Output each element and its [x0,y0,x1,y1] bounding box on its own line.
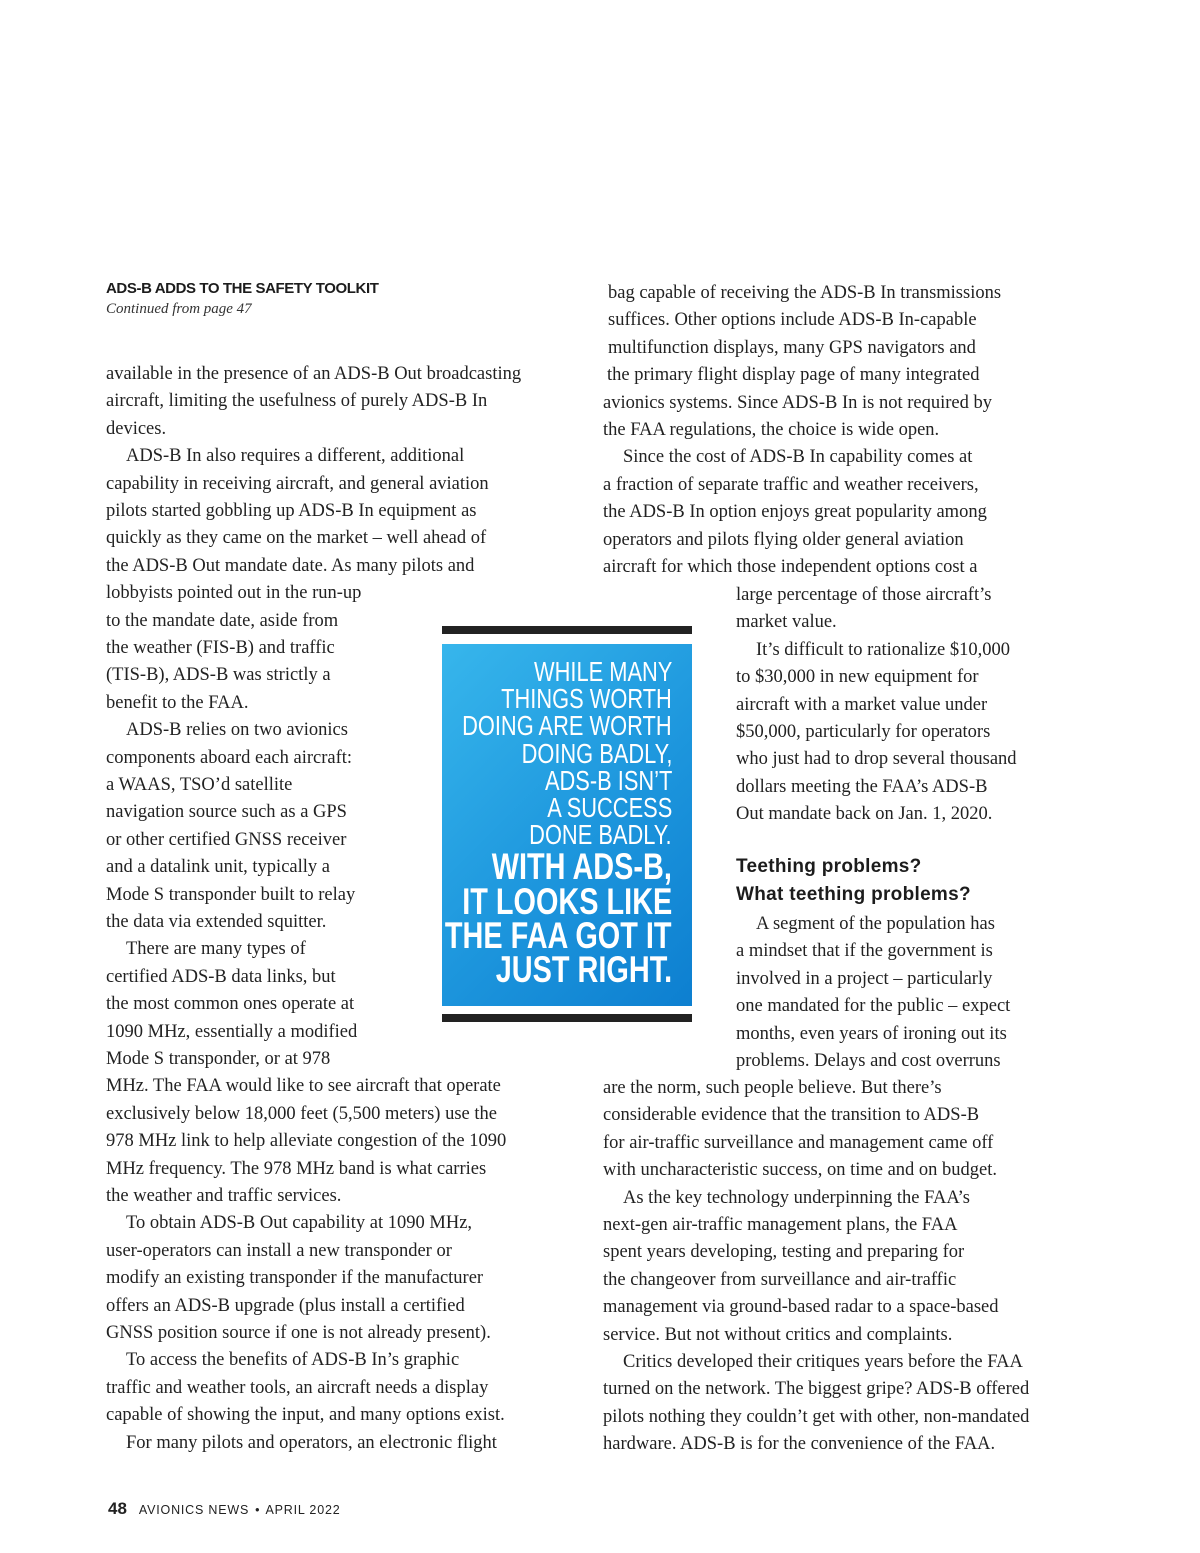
text-line: considerable evidence that the transition to ADS-B [603,1105,980,1126]
text-line: (TIS-B), ADS-B was strictly a [106,665,331,686]
text-line: with uncharacteristic success, on time and on budget. [603,1160,998,1181]
pullquote-top-rule [442,626,692,634]
text-line: one mandated for the public – expect [736,996,1011,1017]
text-line: the weather and traffic services. [106,1186,342,1206]
page-number: 48 [108,1499,127,1518]
text-line: MHz frequency. The 978 MHz band is what carries [106,1158,487,1179]
continued-from-note: Continued from page 47 [106,301,252,317]
text-line: There are many types of [126,939,306,960]
text-line: benefit to the FAA. [106,692,249,713]
text-line: Mode S transponder, or at 978 [106,1049,331,1069]
text-line: $50,000, particularly for operators [736,722,991,742]
text-line: user-operators can install a new transponder or [106,1240,452,1261]
text-line: devices. [106,418,167,439]
text-line: market value. [736,612,837,633]
text-line: Since the cost of ADS-B In capability comes at [623,447,973,468]
text-line: GNSS position source if one is not already present). [106,1323,491,1343]
text-line: the changeover from surveillance and air-traffic [603,1269,957,1290]
text-line: who just had to drop several thousand [736,749,1017,770]
text-line: for air-traffic surveillance and management came off [603,1132,994,1153]
pullquote-bottom-rule [442,1014,692,1022]
text-line: aircraft, limiting the usefulness of purely ADS-B In [106,391,488,412]
text-line: lobbyists pointed out in the run-up [106,583,362,604]
text-line: aircraft for which those independent options cost a [603,557,978,577]
text-line: and a datalink unit, typically a [106,857,330,878]
text-line: It’s difficult to rationalize $10,000 [756,639,1010,660]
publication-name: AVIONICS NEWS [138,1503,250,1517]
text-line: avionics systems. Since ADS-B In is not required by [603,392,992,413]
pullquote-line: DOING ARE WORTH [462,710,672,742]
article-kicker: ADS-B ADDS TO THE SAFETY TOOLKIT [106,280,379,297]
text-line: bag capable of receiving the ADS-B In transmissions [608,283,1002,303]
pullquote-line: DONE BADLY. [529,819,672,851]
text-line: large percentage of those aircraft’s [736,585,992,605]
text-line: A segment of the population has [756,914,995,934]
subheading-line-2: What teething problems? [736,884,971,905]
text-line: are the norm, such people believe. But there’s [603,1078,942,1098]
text-line: exclusively below 18,000 feet (5,500 meters) use the [106,1103,497,1124]
page-footer [108,1499,340,1519]
text-line: components aboard each aircraft: [106,747,353,768]
text-line: MHz. The FAA would like to see aircraft that operate [106,1076,501,1097]
text-line: or other certified GNSS receiver [106,829,347,850]
text-line: to the mandate date, aside from [106,610,339,631]
text-line: modify an existing transponder if the manufacturer [106,1268,484,1289]
text-line: a WAAS, TSO’d satellite [106,775,293,795]
pullquote-emphasis-line: JUST RIGHT. [495,949,672,990]
pullquote-line: DOING BADLY, [521,737,672,769]
text-line: a fraction of separate traffic and weather receivers, [603,474,979,495]
text-line: operators and pilots flying older general aviation [603,529,964,550]
text-line: offers an ADS-B upgrade (plus install a certified [106,1295,465,1316]
text-line: a mindset that if the government is [736,941,993,962]
pullquote-line: THINGS WORTH [501,683,672,715]
text-line: the FAA regulations, the choice is wide open. [603,420,940,440]
text-line: available in the presence of an ADS-B Out broadcasting [106,364,522,384]
pullquote-line: A SUCCESS [546,792,672,823]
text-line: pilots nothing they couldn’t get with other, non-mandated [603,1406,1030,1427]
text-line: the primary flight display page of many integrated [607,365,980,386]
issue-date: APRIL 2022 [265,1503,341,1517]
text-line: months, even years of ironing out its [736,1023,1007,1044]
text-line: ADS-B relies on two avionics [126,720,348,741]
text-line: dollars meeting the FAA’s ADS-B [736,776,988,797]
text-line: to $30,000 in new equipment for [736,667,979,688]
text-line: As the key technology underpinning the FAA’s [623,1187,971,1208]
text-line: suffices. Other options include ADS-B In-capable [608,310,977,331]
text-line: problems. Delays and cost overruns [736,1051,1001,1071]
text-line: quickly as they came on the market – well ahead of [106,528,487,549]
footer-separator: • [255,1503,260,1517]
text-line: To access the benefits of ADS-B In’s graphic [126,1350,460,1371]
text-line: Mode S transponder built to relay [106,884,356,905]
text-line: Out mandate back on Jan. 1, 2020. [736,804,993,825]
pullquote-emphasis-line: THE FAA GOT IT [445,914,672,956]
text-line: the weather (FIS-B) and traffic [106,638,335,658]
text-line: For many pilots and operators, an electronic flight [126,1432,497,1453]
text-line: management via ground-based radar to a space-based [603,1297,999,1318]
text-line: 1090 MHz, essentially a modified [106,1021,358,1042]
text-line: the ADS-B Out mandate date. As many pilots and [106,555,475,576]
subheading-line-1: Teething problems? [736,856,922,877]
text-line: 978 MHz link to help alleviate congestion of the 1090 [106,1131,507,1152]
text-line: To obtain ADS-B Out capability at 1090 MHz, [126,1213,473,1234]
text-line: hardware. ADS-B is for the convenience of the FAA. [603,1434,996,1455]
text-line: navigation source such as a GPS [106,802,347,823]
pullquote-line: WHILE MANY [533,656,672,687]
text-line: service. But not without critics and complaints. [603,1324,953,1345]
text-line: Critics developed their critiques years before the FAA [623,1352,1023,1372]
text-line: capable of showing the input, and many options exist. [106,1405,505,1426]
pullquote-line: ADS-B ISN’T [544,764,672,796]
text-line: the most common ones operate at [106,994,355,1015]
text-line: certified ADS-B data links, but [106,966,336,987]
text-line: turned on the network. The biggest gripe? ADS-B offered [603,1379,1030,1400]
pullquote-box [442,644,692,1006]
text-line: the ADS-B In option enjoys great popularity among [603,502,987,523]
text-line: involved in a project – particularly [736,968,993,989]
text-line: capability in receiving aircraft, and general aviation [106,473,489,494]
text-line: pilots started gobbling up ADS-B In equipment as [106,501,477,521]
text-line: next-gen air-traffic management plans, the FAA [603,1215,958,1235]
text-line: multifunction displays, many GPS navigators and [608,337,976,358]
pullquote-emphasis-line: IT LOOKS LIKE [461,880,672,922]
text-line: aircraft with a market value under [736,694,988,715]
pullquote-emphasis-line: WITH ADS-B, [491,846,672,888]
text-line: traffic and weather tools, an aircraft needs a display [106,1377,489,1398]
text-line: the data via extended squitter. [106,912,327,932]
text-line: ADS-B In also requires a different, additional [126,446,465,467]
text-line: spent years developing, testing and preparing for [603,1242,965,1263]
